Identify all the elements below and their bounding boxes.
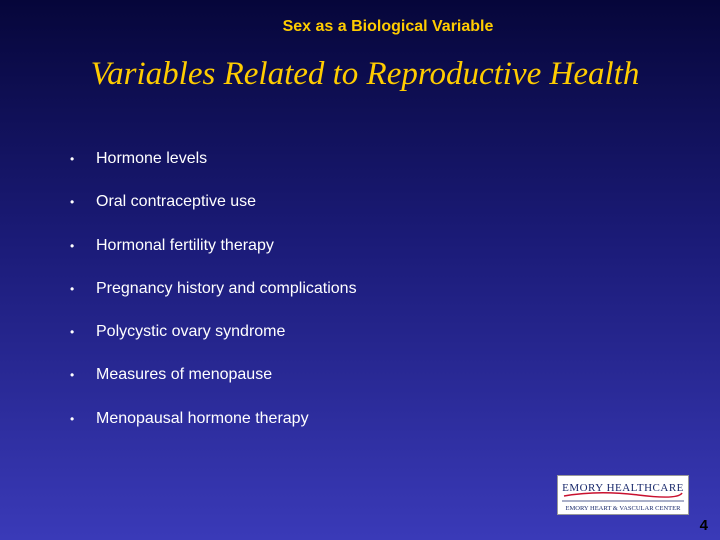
logo-top-text: EMORY HEALTHCARE <box>562 482 684 494</box>
bullet-icon: • <box>70 152 75 166</box>
slide-title: Variables Related to Reproductive Health <box>90 56 640 92</box>
emory-healthcare-logo <box>557 475 689 515</box>
logo-graphic <box>558 476 688 514</box>
bullet-icon: • <box>70 325 75 340</box>
bullet-icon: • <box>70 238 75 253</box>
bullet-text: Oral contraceptive use <box>96 193 257 211</box>
bullet-text: Hormonal fertility therapy <box>96 236 274 254</box>
slide-header: Sex as a Biological Variable <box>282 18 494 35</box>
bullet-icon: • <box>70 281 75 296</box>
logo-bottom-text: EMORY HEART & VASCULAR CENTER <box>565 505 681 512</box>
bullet-text: Menopausal hormone therapy <box>96 409 309 427</box>
page-number: 4 <box>699 517 708 534</box>
bullet-icon: • <box>70 368 75 383</box>
bullet-text: Pregnancy history and complications <box>96 279 357 297</box>
bullet-text: Hormone levels <box>96 150 208 167</box>
bullet-text: Polycystic ovary syndrome <box>96 323 286 341</box>
bullet-text: Measures of menopause <box>96 366 273 384</box>
bullet-icon: • <box>70 411 75 426</box>
bullet-icon: • <box>70 195 75 210</box>
